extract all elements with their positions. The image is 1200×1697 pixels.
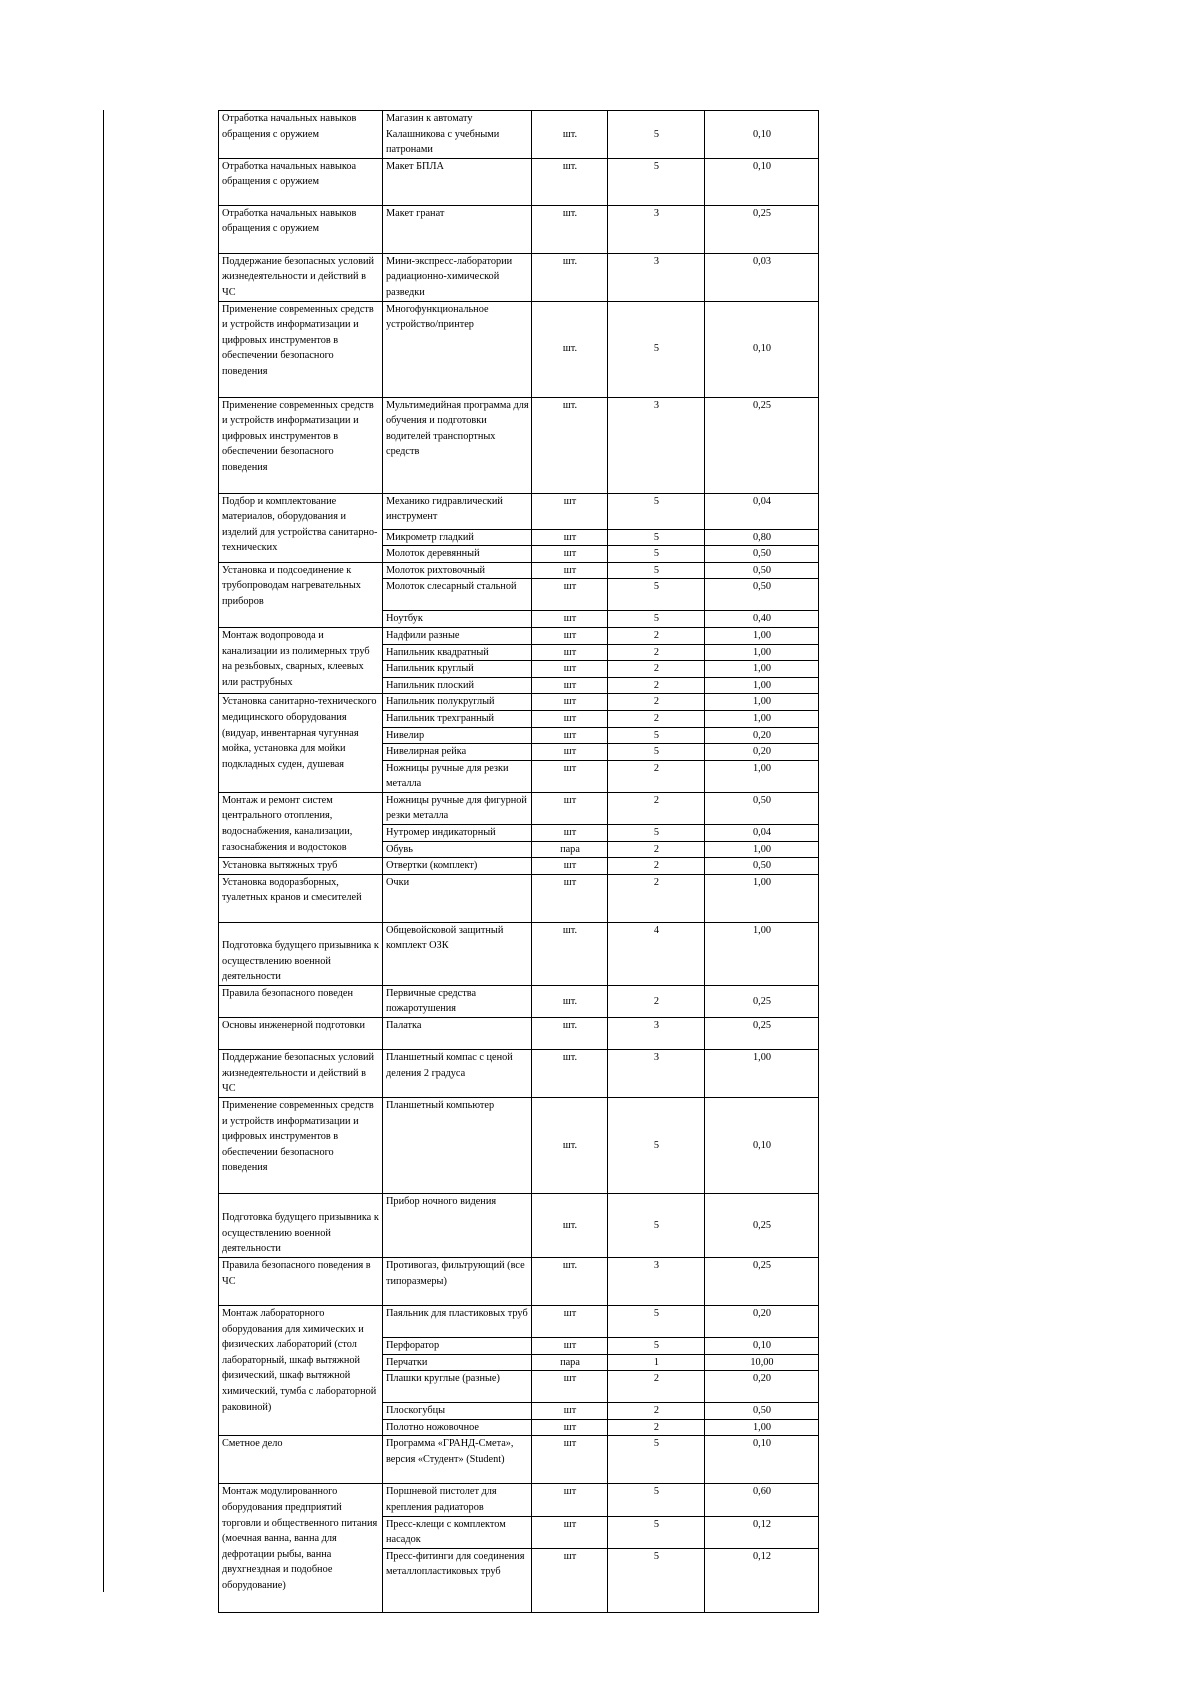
quantity-cell: 5	[608, 301, 705, 397]
item-cell: Полотно ножовочное	[383, 1419, 532, 1436]
topic-cell: Подбор и комплектование материалов, оборудования и изделий для устройства санитарно-технических	[219, 493, 383, 562]
coefficient-cell: 0,50	[705, 579, 819, 611]
item-cell: Молоток деревянный	[383, 546, 532, 563]
coefficient-cell: 0,25	[705, 1194, 819, 1258]
unit-cell: шт.	[532, 397, 608, 493]
table-row	[219, 111, 819, 159]
unit-cell: шт.	[532, 1018, 608, 1050]
topic-cell: Применение современных средств и устройств информатизации и цифровых инструментов в обеспечении безопасного поведения	[219, 301, 383, 397]
unit-cell: шт	[532, 611, 608, 628]
coefficient-cell: 0,50	[705, 546, 819, 563]
quantity-cell: 2	[608, 841, 705, 858]
topic-cell: Монтаж и ремонт систем центрального отопления, водоснабжения, канализации, газоснабжения и водостоков	[219, 792, 383, 857]
coefficient-cell: 0,25	[705, 1018, 819, 1050]
topic-cell: Монтаж модулированного оборудования предприятий торговли и общественного питания (моечная ванна, ванна для дефротации рыбы, ванна двухгнездная и подобное оборудование)	[219, 1484, 383, 1612]
quantity-cell: 5	[608, 727, 705, 744]
unit-cell: шт	[532, 727, 608, 744]
coefficient-cell: 0,80	[705, 529, 819, 546]
quantity-cell: 2	[608, 661, 705, 678]
item-cell: Нивелир	[383, 727, 532, 744]
unit-cell: шт.	[532, 985, 608, 1017]
quantity-cell: 2	[608, 677, 705, 694]
topic-cell: Установка водоразборных, туалетных кранов и смесителей	[219, 874, 383, 922]
unit-cell: шт	[532, 1306, 608, 1338]
equipment-table	[218, 110, 819, 1613]
unit-cell: шт.	[532, 301, 608, 397]
table-row	[219, 792, 819, 824]
coefficient-cell: 0,20	[705, 1306, 819, 1338]
quantity-cell: 2	[608, 644, 705, 661]
item-cell: Механико гидравлический инструмент	[383, 493, 532, 529]
topic-cell: Сметное дело	[219, 1436, 383, 1484]
coefficient-cell: 10,00	[705, 1354, 819, 1371]
item-cell: Макет гранат	[383, 205, 532, 253]
item-cell: Макет БПЛА	[383, 158, 532, 205]
unit-cell: шт	[532, 579, 608, 611]
quantity-cell: 3	[608, 1018, 705, 1050]
table-row	[219, 627, 819, 644]
quantity-cell: 5	[608, 825, 705, 842]
coefficient-cell: 0,60	[705, 1484, 819, 1516]
quantity-cell: 2	[608, 792, 705, 824]
item-cell: Противогаз, фильтрующий (все типоразмеры)	[383, 1258, 532, 1306]
unit-cell: шт	[532, 710, 608, 727]
table-row	[219, 922, 819, 985]
unit-cell: шт.	[532, 205, 608, 253]
quantity-cell: 2	[608, 985, 705, 1017]
topic-cell: Подготовка будущего призывника к осуществлению военной деятельности	[219, 922, 383, 985]
table-row	[219, 1098, 819, 1194]
coefficient-cell: 1,00	[705, 661, 819, 678]
item-cell: Напильник круглый	[383, 661, 532, 678]
left-margin-rule	[103, 110, 104, 1592]
unit-cell: шт	[532, 760, 608, 792]
topic-cell: Установка вытяжных труб	[219, 858, 383, 875]
unit-cell: шт	[532, 694, 608, 711]
coefficient-cell: 0,20	[705, 744, 819, 761]
table-row	[219, 253, 819, 301]
unit-cell: пара	[532, 1354, 608, 1371]
item-cell: Молоток рихтовочный	[383, 562, 532, 579]
unit-cell: шт.	[532, 111, 608, 159]
item-cell: Поршневой пистолет для крепления радиаторов	[383, 1484, 532, 1516]
table-row	[219, 158, 819, 205]
unit-cell: шт	[532, 1371, 608, 1403]
coefficient-cell: 0,03	[705, 253, 819, 301]
table-row	[219, 301, 819, 397]
unit-cell: шт	[532, 1548, 608, 1612]
item-cell: Общевойсковой защитный комплект ОЗК	[383, 922, 532, 985]
coefficient-cell: 0,10	[705, 1338, 819, 1355]
unit-cell: шт	[532, 792, 608, 824]
coefficient-cell: 0,25	[705, 205, 819, 253]
quantity-cell: 1	[608, 1354, 705, 1371]
item-cell: Напильник плоский	[383, 677, 532, 694]
topic-cell: Отработка начальных навыкоа обращения с оружием	[219, 158, 383, 205]
coefficient-cell: 1,00	[705, 1050, 819, 1098]
topic-cell: Правила безопасного поведения в ЧС	[219, 1258, 383, 1306]
quantity-cell: 5	[608, 562, 705, 579]
item-cell: Мини-экспресс-лаборатории радиационно-химической разведки	[383, 253, 532, 301]
unit-cell: шт.	[532, 1098, 608, 1194]
unit-cell: шт.	[532, 1050, 608, 1098]
quantity-cell: 4	[608, 922, 705, 985]
quantity-cell: 2	[608, 858, 705, 875]
coefficient-cell: 0,04	[705, 825, 819, 842]
quantity-cell: 5	[608, 1306, 705, 1338]
coefficient-cell: 0,10	[705, 111, 819, 159]
item-cell: Молоток слесарный стальной	[383, 579, 532, 611]
quantity-cell: 2	[608, 1419, 705, 1436]
quantity-cell: 5	[608, 1098, 705, 1194]
table-row	[219, 1484, 819, 1516]
item-cell: Планшетный компас с ценой деления 2 градуса	[383, 1050, 532, 1098]
coefficient-cell: 0,20	[705, 1371, 819, 1403]
coefficient-cell: 0,50	[705, 858, 819, 875]
quantity-cell: 3	[608, 1050, 705, 1098]
table-row	[219, 1194, 819, 1258]
item-cell: Мультимедийная программа для обучения и подготовки водителей транспортных средств	[383, 397, 532, 493]
unit-cell: шт.	[532, 158, 608, 205]
quantity-cell: 5	[608, 579, 705, 611]
table-row	[219, 493, 819, 529]
table-row	[219, 1018, 819, 1050]
quantity-cell: 5	[608, 1548, 705, 1612]
quantity-cell: 2	[608, 694, 705, 711]
item-cell: Микрометр гладкий	[383, 529, 532, 546]
item-cell: Нивелирная рейка	[383, 744, 532, 761]
quantity-cell: 3	[608, 253, 705, 301]
quantity-cell: 5	[608, 493, 705, 529]
unit-cell: шт.	[532, 922, 608, 985]
coefficient-cell: 0,25	[705, 397, 819, 493]
coefficient-cell: 0,10	[705, 301, 819, 397]
table-row	[219, 858, 819, 875]
quantity-cell: 5	[608, 1516, 705, 1548]
item-cell: Перчатки	[383, 1354, 532, 1371]
coefficient-cell: 1,00	[705, 874, 819, 922]
quantity-cell: 5	[608, 1436, 705, 1484]
item-cell: Магазин к автомату Калашникова с учебными патронами	[383, 111, 532, 159]
quantity-cell: 2	[608, 874, 705, 922]
unit-cell: шт.	[532, 1194, 608, 1258]
topic-cell: Правила безопасного поведен	[219, 985, 383, 1017]
unit-cell: шт	[532, 677, 608, 694]
quantity-cell: 3	[608, 1258, 705, 1306]
coefficient-cell: 1,00	[705, 694, 819, 711]
topic-cell: Установка санитарно-технического медицинского оборудования (видуар, инвентарная чугунная мойка, установка для мойки подкладных суден, душевая	[219, 694, 383, 793]
quantity-cell: 2	[608, 1371, 705, 1403]
item-cell: Планшетный компьютер	[383, 1098, 532, 1194]
unit-cell: шт	[532, 1338, 608, 1355]
unit-cell: шт	[532, 874, 608, 922]
quantity-cell: 3	[608, 397, 705, 493]
item-cell: Программа «ГРАНД-Смета», версия «Студент» (Student)	[383, 1436, 532, 1484]
topic-cell: Отработка начальных навыков обращения с оружием	[219, 205, 383, 253]
unit-cell: шт.	[532, 1258, 608, 1306]
unit-cell: шт.	[532, 253, 608, 301]
quantity-cell: 2	[608, 1403, 705, 1420]
unit-cell: шт	[532, 1516, 608, 1548]
coefficient-cell: 0,12	[705, 1516, 819, 1548]
item-cell: Ножницы ручные для резки металла	[383, 760, 532, 792]
table-row	[219, 562, 819, 579]
coefficient-cell: 0,50	[705, 562, 819, 579]
quantity-cell: 5	[608, 611, 705, 628]
item-cell: Ноутбук	[383, 611, 532, 628]
quantity-cell: 5	[608, 158, 705, 205]
unit-cell: шт	[532, 858, 608, 875]
table-row	[219, 874, 819, 922]
topic-cell: Подготовка будущего призывника к осуществлению военной деятельности	[219, 1194, 383, 1258]
table-row	[219, 1436, 819, 1484]
coefficient-cell: 0,25	[705, 1258, 819, 1306]
unit-cell: шт	[532, 529, 608, 546]
item-cell: Нутромер индикаторный	[383, 825, 532, 842]
topic-cell: Монтаж водопровода и канализации из полимерных труб на резьбовых, сварных, клеевых или раструбных	[219, 627, 383, 693]
coefficient-cell: 0,10	[705, 1098, 819, 1194]
unit-cell: шт	[532, 627, 608, 644]
coefficient-cell: 0,10	[705, 1436, 819, 1484]
item-cell: Пресс-клещи с комплектом насадок	[383, 1516, 532, 1548]
table-row	[219, 985, 819, 1017]
table-row	[219, 1258, 819, 1306]
quantity-cell: 5	[608, 744, 705, 761]
unit-cell: шт	[532, 644, 608, 661]
topic-cell: Поддержание безопасных условий жизнедеятельности и действий в ЧС	[219, 253, 383, 301]
unit-cell: шт	[532, 661, 608, 678]
coefficient-cell: 1,00	[705, 627, 819, 644]
quantity-cell: 5	[608, 1338, 705, 1355]
coefficient-cell: 0,50	[705, 1403, 819, 1420]
quantity-cell: 2	[608, 710, 705, 727]
coefficient-cell: 1,00	[705, 841, 819, 858]
item-cell: Отвертки (комплект)	[383, 858, 532, 875]
unit-cell: шт	[532, 1436, 608, 1484]
unit-cell: шт	[532, 1419, 608, 1436]
quantity-cell: 5	[608, 1484, 705, 1516]
item-cell: Напильник квадратный	[383, 644, 532, 661]
topic-cell: Отработка начальных навыков обращения с оружием	[219, 111, 383, 159]
quantity-cell: 5	[608, 111, 705, 159]
topic-cell: Установка и подсоединение к трубопроводам нагревательных приборов	[219, 562, 383, 627]
coefficient-cell: 1,00	[705, 644, 819, 661]
coefficient-cell: 1,00	[705, 922, 819, 985]
table-row	[219, 205, 819, 253]
unit-cell: шт	[532, 562, 608, 579]
table-row	[219, 1306, 819, 1338]
coefficient-cell: 1,00	[705, 710, 819, 727]
coefficient-cell: 0,25	[705, 985, 819, 1017]
coefficient-cell: 0,20	[705, 727, 819, 744]
quantity-cell: 2	[608, 760, 705, 792]
topic-cell: Монтаж лабораторного оборудования для химических и физических лабораторий (стол лабораторный, шкаф вытяжной физический, шкаф вытяжной химический, тумба с лабораторной раковиной)	[219, 1306, 383, 1436]
quantity-cell: 5	[608, 529, 705, 546]
item-cell: Обувь	[383, 841, 532, 858]
unit-cell: шт	[532, 1484, 608, 1516]
unit-cell: шт	[532, 744, 608, 761]
coefficient-cell: 1,00	[705, 760, 819, 792]
item-cell: Напильник полукруглый	[383, 694, 532, 711]
table-row	[219, 1050, 819, 1098]
quantity-cell: 5	[608, 1194, 705, 1258]
coefficient-cell: 1,00	[705, 677, 819, 694]
item-cell: Перфоратор	[383, 1338, 532, 1355]
unit-cell: пара	[532, 841, 608, 858]
quantity-cell: 5	[608, 546, 705, 563]
quantity-cell: 2	[608, 627, 705, 644]
topic-cell: Основы инженерной подготовки	[219, 1018, 383, 1050]
unit-cell: шт	[532, 825, 608, 842]
topic-cell: Поддержание безопасных условий жизнедеятельности и действий в ЧС	[219, 1050, 383, 1098]
item-cell: Паяльник для пластиковых труб	[383, 1306, 532, 1338]
topic-cell: Применение современных средств и устройств информатизации и цифровых инструментов в обеспечении безопасного поведения	[219, 397, 383, 493]
item-cell: Первичные средства пожаротушения	[383, 985, 532, 1017]
item-cell: Плоскогубцы	[383, 1403, 532, 1420]
unit-cell: шт	[532, 1403, 608, 1420]
unit-cell: шт	[532, 493, 608, 529]
coefficient-cell: 1,00	[705, 1419, 819, 1436]
coefficient-cell: 0,12	[705, 1548, 819, 1612]
item-cell: Пресс-фитинги для соединения металлопластиковых труб	[383, 1548, 532, 1612]
coefficient-cell: 0,10	[705, 158, 819, 205]
item-cell: Напильник трехгранный	[383, 710, 532, 727]
item-cell: Плашки круглые (разные)	[383, 1371, 532, 1403]
item-cell: Очки	[383, 874, 532, 922]
coefficient-cell: 0,40	[705, 611, 819, 628]
item-cell: Прибор ночного видения	[383, 1194, 532, 1258]
item-cell: Надфили разные	[383, 627, 532, 644]
item-cell: Многофункциональное устройство/принтер	[383, 301, 532, 397]
item-cell: Палатка	[383, 1018, 532, 1050]
topic-cell: Применение современных средств и устройств информатизации и цифровых инструментов в обеспечении безопасного поведения	[219, 1098, 383, 1194]
coefficient-cell: 0,04	[705, 493, 819, 529]
item-cell: Ножницы ручные для фигурной резки металла	[383, 792, 532, 824]
unit-cell: шт	[532, 546, 608, 563]
coefficient-cell: 0,50	[705, 792, 819, 824]
quantity-cell: 3	[608, 205, 705, 253]
table-row	[219, 694, 819, 711]
table-row	[219, 397, 819, 493]
